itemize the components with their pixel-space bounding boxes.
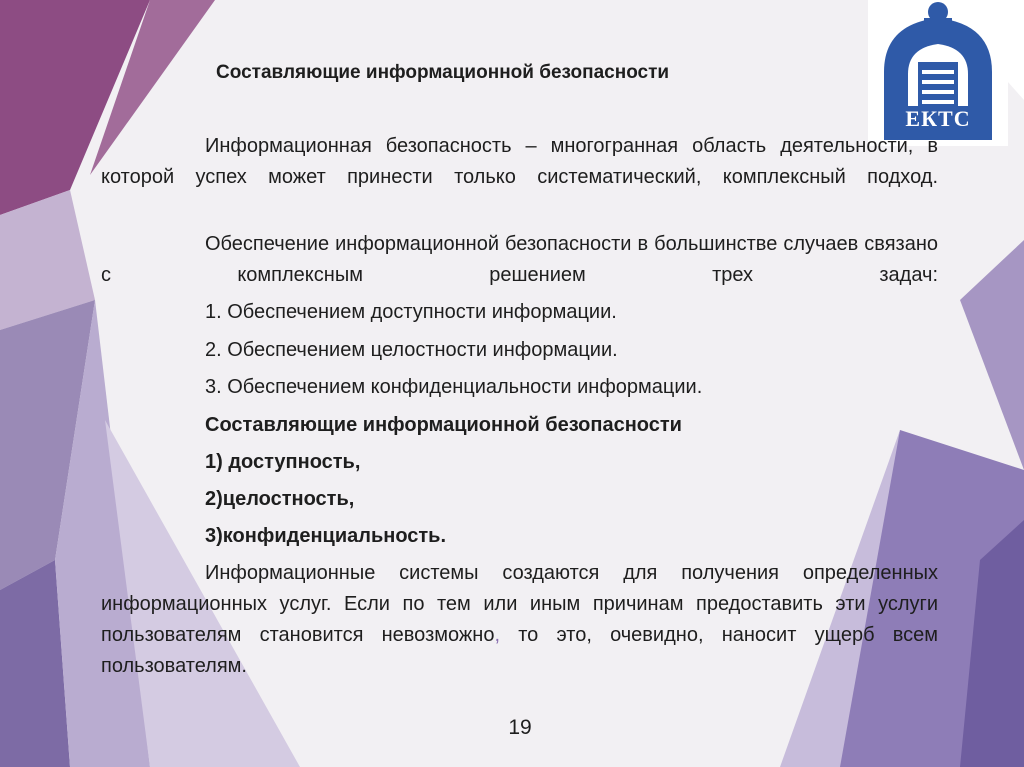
component-item-availability: 1) доступность, (205, 451, 361, 473)
paragraph-text-end: то это, очевидно, наносит ущерб всем пользователям. (101, 624, 938, 677)
components-heading: Составляющие информационной безопасности (205, 414, 682, 436)
paragraph-text-start: Информационные системы создаются для получения определенных информационных услуг. Если по тем или иным причинам предоставить эти услуги пользователям становится невозможно (101, 562, 938, 646)
component-item-confidentiality: 3)конфиденциальность. (205, 525, 447, 547)
page-number: 19 (508, 716, 532, 739)
paragraph-intro: Информационная безопасность – многогранная область деятельности, в которой успех может принести только систематический, комплексный подход. (101, 135, 938, 188)
institution-logo (868, 0, 1008, 146)
task-item-confidentiality: 3. Обеспечением конфиденциальности информации. (205, 376, 703, 398)
slide-title: Составляющие информационной безопасности (216, 62, 670, 83)
paragraph-information-systems (101, 558, 938, 682)
accent-comma: , (494, 624, 501, 646)
task-item-availability: 1. Обеспечением доступности информации. (205, 301, 617, 323)
task-item-integrity: 2. Обеспечением целостности информации. (205, 339, 618, 361)
component-item-integrity: 2)целостность, (205, 488, 355, 510)
paragraph-tasks-intro: Обеспечение информационной безопасности в большинстве случаев связано с комплексным решением трех задач: (101, 233, 938, 286)
logo-text: ЕКТС (905, 106, 971, 131)
